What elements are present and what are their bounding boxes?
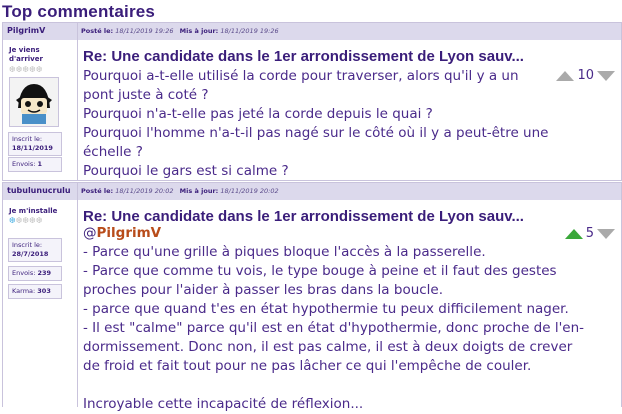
vote-score: 10 [577,68,594,83]
upvote-icon[interactable] [565,229,583,239]
downvote-icon[interactable] [597,229,615,239]
posts-box: Envois: 239 [8,266,62,281]
author-sidebar [3,200,78,407]
registration-box: Inscrit le: 28/7/2018 [8,238,62,262]
section-title: Top commentaires [2,2,156,21]
downvote-icon[interactable] [597,71,615,81]
author-rank: Je viens d'arriver [9,46,43,63]
rank-snowflakes-icon: ❆❆❆❆❆ [9,216,43,225]
comment-header [3,23,621,40]
karma-box: Karma: 303 [8,284,62,299]
posts-box: Envois: 1 [8,157,62,172]
mention[interactable]: @PilgrimV [83,225,162,241]
author-name[interactable]: PilgrimV [7,26,46,35]
comment-card [2,182,622,412]
comment-body: @PilgrimV - Parce qu'une grille à piques bloque l'accès à la passerelle. - Parce que comme tu vois, le type bouge à peine et il faut des gestes proches pour l'aider à passer les bras dans la boucle. - parce que quand t'es en état hypothermie tu peux difficilement nager. - Il est "calme" parce qu'il est en état d'hypothermie, donc proche de l'en- dormissement. Donc non, il est pas calme, il est à deux doigts de crever de froid et fait tout pour ne pas lâcher ce qui l'empêche de couler. Incroyable cette incapacité de réflexion... [83,225,585,412]
vote-score: 5 [585,226,594,241]
comment-title[interactable]: Re: Une candidate dans le 1er arrondissement de Lyon sauv... [83,208,524,225]
author-rank: Je m'installe [9,207,58,215]
rank-snowflakes-icon: ❆❆❆❆❆ [9,65,43,74]
comment-dates: Posté le: 18/11/2019 19:26 Mis à jour: 18/11/2019 19:26 [81,27,279,35]
comment-body: Pourquoi a-t-elle utilisé la corde pour traverser, alors qu'il y a un pont juste à coté ? Pourquoi n'a-t-elle pas jeté la corde depuis le quai ? Pourquoi l'homme n'a-t-il pas nagé sur le côté où il y a peut-être une échelle ? Pourquoi le gars est si calme ? [83,68,549,179]
comment-main [83,40,621,180]
avatar[interactable] [9,77,59,127]
author-sidebar [3,40,78,180]
comment-dates: Posté le: 18/11/2019 20:02 Mis à jour: 18/11/2019 20:02 [81,187,279,195]
author-name[interactable]: tubulunucrulu [7,186,71,195]
comment-header [3,183,621,200]
comment-card [2,22,622,181]
registration-box: Inscrit le: 18/11/2019 [8,132,62,156]
vote-widget [556,68,615,83]
comment-main [83,200,621,412]
comment-title[interactable]: Re: Une candidate dans le 1er arrondissement de Lyon sauv... [83,48,524,65]
upvote-icon[interactable] [556,71,574,81]
vote-widget [565,226,615,241]
